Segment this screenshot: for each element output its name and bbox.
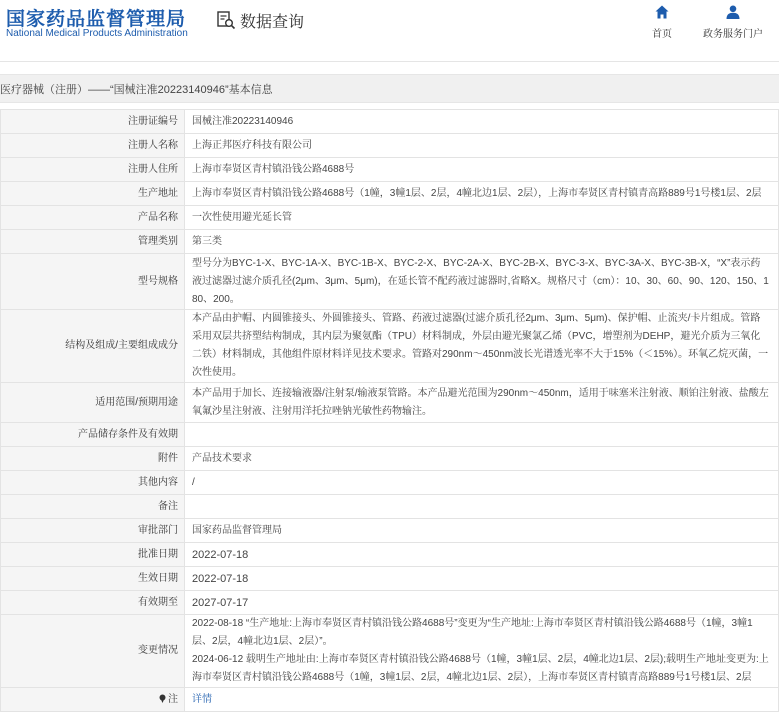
registration-info-table	[0, 109, 779, 712]
record-title-bar	[0, 74, 779, 103]
field-label: 其他内容	[1, 471, 185, 495]
field-label: 注册证编号	[1, 110, 185, 134]
field-label: 备注	[1, 495, 185, 519]
field-label: 有效期至	[1, 591, 185, 615]
data-query-title	[216, 8, 304, 32]
field-value: 本产品用于加长、连接输液器/注射泵/输液泵管路。本产品避光范围为290nm～450nm，适用于味塞米注射液、顺铂注射液、盐酸左氧氟沙星注射液、注射用洋托拉唑钠光敏性药物输注。	[185, 383, 779, 423]
field-label: 附件	[1, 447, 185, 471]
user-icon	[725, 4, 741, 20]
field-value	[185, 495, 779, 519]
site-header	[0, 0, 779, 62]
field-label: 变更情况	[1, 615, 185, 688]
table-row	[1, 447, 779, 471]
table-row	[1, 110, 779, 134]
field-label: 产品名称	[1, 206, 185, 230]
field-value	[185, 615, 779, 688]
field-value	[185, 423, 779, 447]
site-logo-cn[interactable]: 国家药品监督管理局	[6, 9, 187, 30]
table-row	[1, 254, 779, 310]
field-value: 2027-07-17	[185, 591, 779, 615]
field-value: 本产品由护帽、内圆锥接头、外圆锥接头、管路、药液过滤器(过滤介质孔径2μm、3μm、5μm)、保护帽、止流夹/卡片组成。管路采用双层共挤塑结构制成，其内层为聚氨酯（TPU）材料制成，外层由避光聚氯乙烯（PVC，增塑剂为DEHP，避光介质为三氧化二铁）材料制成，其他组件原材料详见技术要求。管路对290nm～450nm波长光谱透光率不大于15%（＜15%）。环氧乙烷灭菌，一次性使用。	[185, 310, 779, 383]
field-label: 注册人名称	[1, 134, 185, 158]
home-icon	[654, 4, 670, 20]
field-label-note	[1, 688, 185, 712]
field-label: 批准日期	[1, 543, 185, 567]
table-row	[1, 230, 779, 254]
field-value: 上海市奉贤区青村镇沿钱公路4688号	[185, 158, 779, 182]
field-label: 产品储存条件及有效期	[1, 423, 185, 447]
note-label-text: 注	[168, 693, 178, 705]
table-row	[1, 567, 779, 591]
field-label: 型号规格	[1, 254, 185, 310]
table-row	[1, 615, 779, 688]
field-value: 2022-07-18	[185, 567, 779, 591]
table-row	[1, 423, 779, 447]
field-label: 结构及组成/主要组成成分	[1, 310, 185, 383]
nav-portal-label: 政务服务门户	[703, 29, 763, 40]
nav-home[interactable]	[627, 4, 697, 40]
table-row	[1, 543, 779, 567]
table-row	[1, 158, 779, 182]
table-row	[1, 519, 779, 543]
nav-service-portal[interactable]	[698, 4, 768, 40]
field-value: 国械注准20223140946	[185, 110, 779, 134]
table-row	[1, 310, 779, 383]
field-value: 上海市奉贤区青村镇沿钱公路4688号（1幢，3幢1层、2层，4幢北边1层、2层），上海市奉贤区青村镇青高路889号1号楼1层、2层	[185, 182, 779, 206]
details-link[interactable]: 详情	[192, 693, 212, 705]
field-value: 国家药品监督管理局	[185, 519, 779, 543]
field-value: 型号分为BYC-1-X、BYC-1A-X、BYC-1B-X、BYC-2-X、BYC-2A-X、BYC-2B-X、BYC-3-X、BYC-3A-X、BYC-3B-X，“X”表示药液过滤器过滤介质孔径(2μm、3μm、5μm)，在延长管不配药液过滤器时,省略X。规格尺寸（cm）：10、30、60、90、120、150、180、200。	[185, 254, 779, 310]
site-logo-en: National Medical Products Administration	[6, 28, 188, 39]
field-value: 2022-07-18	[185, 543, 779, 567]
field-label: 生产地址	[1, 182, 185, 206]
table-row	[1, 134, 779, 158]
table-row	[1, 591, 779, 615]
table-row	[1, 495, 779, 519]
table-row	[1, 383, 779, 423]
table-row	[1, 206, 779, 230]
field-value-note	[185, 688, 779, 712]
change-record-2: 2024-06-12 载明生产地址由:上海市奉贤区青村镇沿钱公路4688号（1幢，3幢1层、2层，4幢北边1层、2层);载明生产地址变更为:上海市奉贤区青村镇沿钱公路4688号（1幢，3幢1层、2层，4幢北边1层、2层），上海市奉贤区青村镇青高路889号1号楼1层、2层	[192, 654, 769, 683]
document-search-icon	[216, 10, 236, 30]
data-query-label: 数据查询	[240, 13, 305, 31]
record-title: 医疗器械（注册）——“国械注准20223140946”基本信息	[0, 84, 273, 96]
field-value: 第三类	[185, 230, 779, 254]
field-value: /	[185, 471, 779, 495]
change-record-1: 2022-08-18 “生产地址:上海市奉贤区青村镇沿钱公路4688号”变更为“生产地址:上海市奉贤区青村镇沿钱公路4688号（1幢，3幢1层、2层，4幢北边1层、2层）”。	[192, 618, 753, 647]
field-label: 注册人住所	[1, 158, 185, 182]
table-row	[1, 688, 779, 712]
field-value: 上海正邦医疗科技有限公司	[185, 134, 779, 158]
field-value: 产品技术要求	[185, 447, 779, 471]
table-row	[1, 182, 779, 206]
field-label: 适用范围/预期用途	[1, 383, 185, 423]
table-row	[1, 471, 779, 495]
note-pin-icon	[158, 692, 167, 701]
field-label: 审批部门	[1, 519, 185, 543]
nav-home-label: 首页	[652, 29, 672, 40]
header-divider	[0, 61, 779, 62]
field-label: 生效日期	[1, 567, 185, 591]
field-value: 一次性使用避光延长管	[185, 206, 779, 230]
field-label: 管理类别	[1, 230, 185, 254]
